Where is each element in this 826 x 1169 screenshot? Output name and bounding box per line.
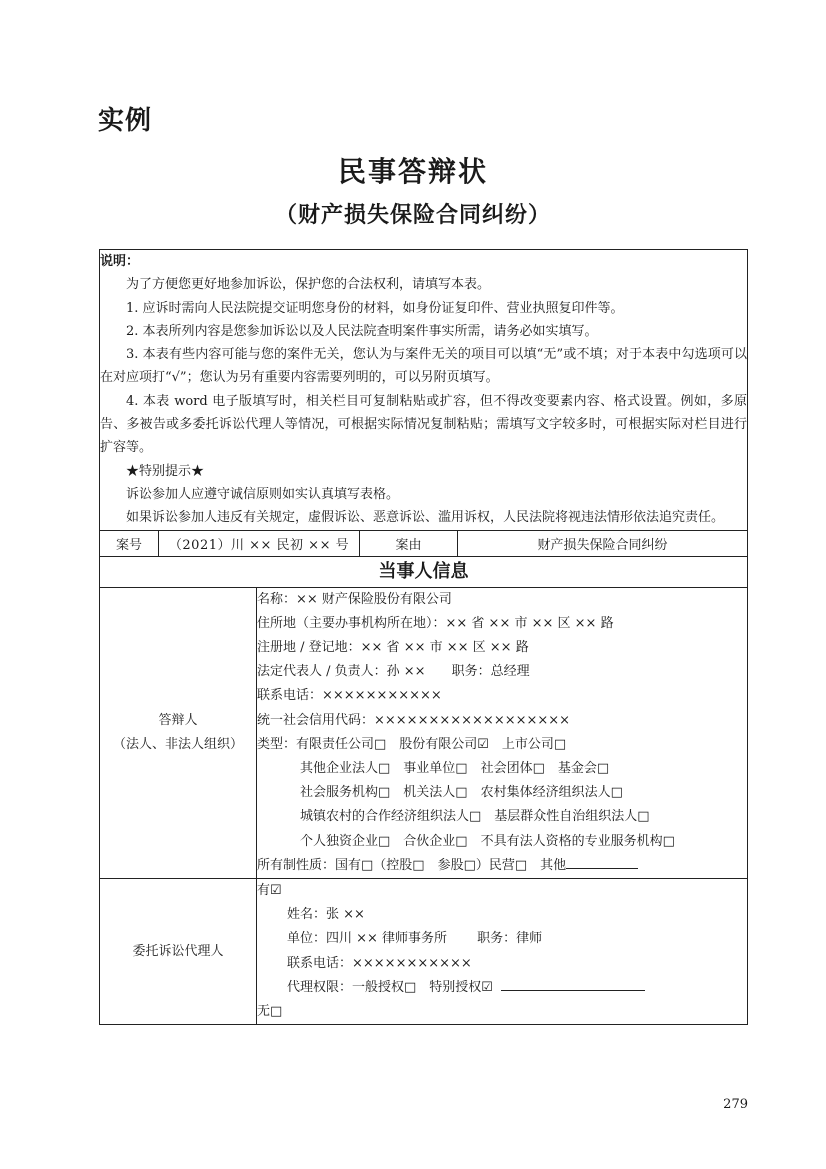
notes-label: 说明： xyxy=(100,254,140,269)
respondent-type-line: 城镇农村的合作经济组织法人□ 基层群众性自治组织法人□ xyxy=(300,809,650,825)
agent-row xyxy=(100,879,748,1025)
respondent-registered-address: 注册地 / 登记地：×× 省 ×× 市 ×× 区 ×× 路 xyxy=(257,639,529,655)
agent-name: 姓名：张 ×× xyxy=(287,907,365,923)
party-info-heading: 当事人信息 xyxy=(100,556,748,587)
respondent-name: 名称：×× 财产保险股份有限公司 xyxy=(257,591,452,607)
agent-authority-line xyxy=(257,976,747,1000)
respondent-label xyxy=(100,587,257,878)
agent-unit: 单位：四川 ×× 律师事务所 xyxy=(287,931,448,947)
agent-phone: 联系电话：××××××××××× xyxy=(287,955,472,971)
agent-details xyxy=(257,879,748,1025)
respondent-representative: 法定代表人 / 负责人：孙 ×× xyxy=(257,664,426,680)
respondent-details xyxy=(257,587,748,878)
respondent-type-line: 社会服务机构□ 机关法人□ 农村集体经济组织法人□ xyxy=(300,785,623,801)
respondent-ownership-line xyxy=(257,854,747,878)
special-notice-heading: ★特别提示★ xyxy=(126,463,205,479)
respondent-ownership: 所有制性质：国有□（控股□ 参股□）民营□ 其他 xyxy=(257,857,567,873)
respondent-row xyxy=(100,587,748,878)
agent-position: 职务：律师 xyxy=(477,931,543,947)
respondent-type-line: 其他企业法人□ 事业单位□ 社会团体□ 基金会□ xyxy=(300,760,610,776)
agent-unit-line xyxy=(257,927,747,951)
notes-paragraph: 诉讼参加人应遵守诚信原则如实认真填写表格。 xyxy=(126,486,400,502)
case-cause-label: 案由 xyxy=(360,530,458,556)
respondent-representative-line xyxy=(257,660,747,684)
notes-paragraph: 4. 本表 word 电子版填写时，相关栏目可复制粘贴或扩容，但不得改变要素内容、格式设置。例如，多原告、多被告或多委托诉讼代理人等情况，可根据实际情况复制粘贴；需填写文字较多时，可根据实际对栏目进行扩容等。 xyxy=(100,393,748,456)
case-cause-value: 财产损失保险合同纠纷 xyxy=(458,530,748,556)
respondent-credit-code: 统一社会信用代码：×××××××××××××××××× xyxy=(257,712,571,728)
ownership-other-blank[interactable] xyxy=(566,854,638,869)
respondent-phone: 联系电话：××××××××××× xyxy=(257,688,442,704)
case-row xyxy=(100,530,748,556)
notes-paragraph: 1. 应诉时需向人民法院提交证明您身份的材料，如身份证复印件、营业执照复印件等。 xyxy=(126,300,624,316)
party-info-heading-row xyxy=(100,556,748,587)
case-number-value: （2021）川 ×× 民初 ×× 号 xyxy=(159,530,360,556)
respondent-address: 住所地（主要办事机构所在地）：×× 省 ×× 市 ×× 区 ×× 路 xyxy=(257,615,614,631)
respondent-label-title: 答辩人 xyxy=(158,712,198,728)
agent-none-option: 无□ xyxy=(257,1004,283,1020)
authority-blank[interactable] xyxy=(501,976,645,991)
agent-authority: 代理权限：一般授权□ 特别授权☑ xyxy=(287,979,493,995)
notes-paragraph: 为了方便您更好地参加诉讼，保护您的合法权利，请填写本表。 xyxy=(126,277,491,293)
document-subtitle: （财产损失保险合同纠纷） xyxy=(274,203,551,228)
agent-has-option: 有☑ xyxy=(257,883,282,898)
respondent-position: 职务：总经理 xyxy=(451,664,530,680)
notes-paragraph: 如果诉讼参加人违反有关规定，虚假诉讼、恶意诉讼、滥用诉权，人民法院将视违法情形依法追究责任。 xyxy=(126,510,725,526)
case-number-label: 案号 xyxy=(100,530,159,556)
document-title: 民事答辩状 xyxy=(337,155,488,188)
agent-label: 委托诉讼代理人 xyxy=(100,879,257,1025)
notes-paragraph: 2. 本表所列内容是您参加诉讼以及人民法院查明案件事实所需，请务必如实填写。 xyxy=(126,323,598,339)
respondent-type-line: 类型：有限责任公司□ 股份有限公司☑ 上市公司□ xyxy=(257,736,567,752)
page-number: 279 xyxy=(723,1097,748,1112)
section-heading: 实例 xyxy=(98,106,153,136)
notes-cell xyxy=(100,250,748,531)
defense-form-table xyxy=(99,249,748,1025)
notes-row xyxy=(100,250,748,531)
notes-paragraph: 3. 本表有些内容可能与您的案件无关，您认为与案件无关的项目可以填“无”或不填；对于本表中勾选项可以在对应项打“√”；您认为另有重要内容需要列明的，可以另附页填写。 xyxy=(100,347,748,386)
respondent-label-subtitle: （法人、非法人组织） xyxy=(112,736,243,752)
respondent-type-line: 个人独资企业□ 合伙企业□ 不具有法人资格的专业服务机构□ xyxy=(300,833,675,849)
